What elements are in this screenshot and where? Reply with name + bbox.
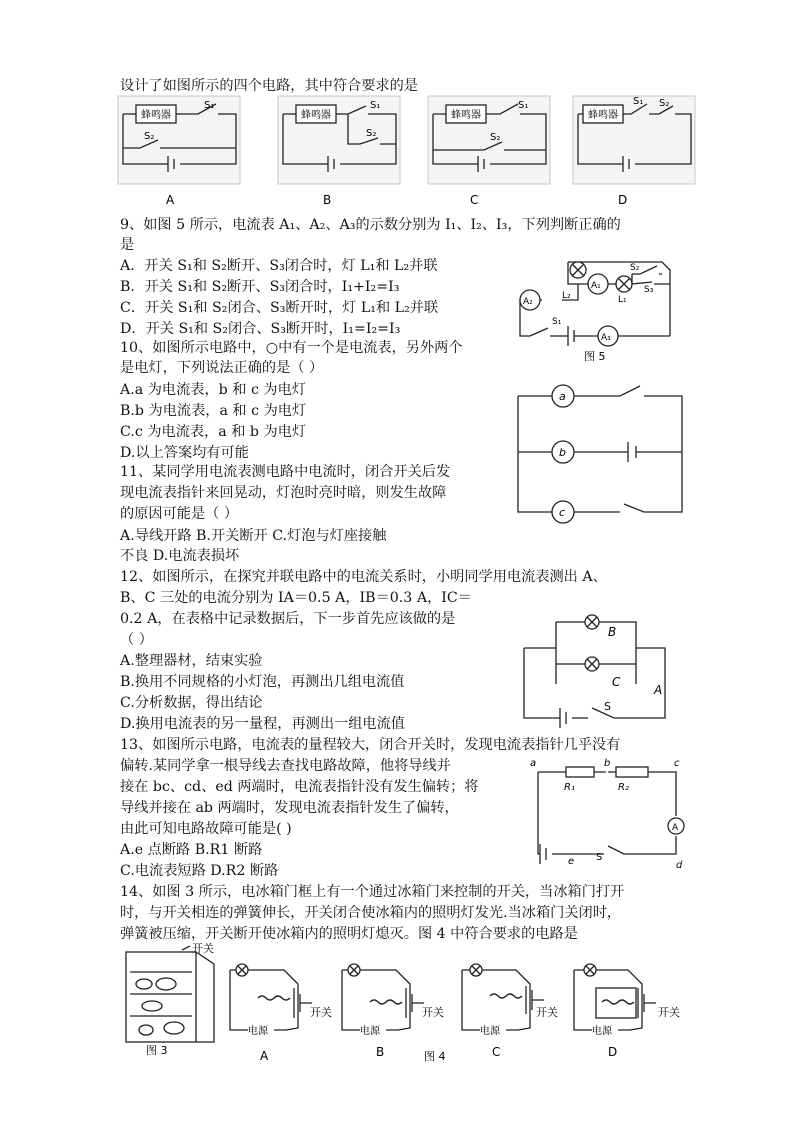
caption-a: A <box>166 193 175 207</box>
question-12-option-d: D.换用电流表的另一量程，再测出一组电流值 <box>120 716 405 732</box>
svg-text:e: e <box>568 856 575 867</box>
fridge-circuit-c <box>462 964 558 1037</box>
question-13-options: A.e 点断路 B.R1 断路 <box>120 842 263 858</box>
svg-text:蜂鸣器: 蜂鸣器 <box>301 110 331 121</box>
question-13-stem: 13、如图所示电路，电流表的量程较大，闭合开关时，发现电流表指针几乎没有 <box>120 737 621 753</box>
svg-text:S₃: S₃ <box>644 285 654 295</box>
question-12-option-c: C.分析数据，得出结论 <box>120 695 263 711</box>
text-line: 设计了如图所示的四个电路，其中符合要求的是 <box>120 78 418 94</box>
svg-text:电源: 电源 <box>592 1026 612 1037</box>
fridge-circuit-a <box>230 964 332 1037</box>
question-9-option-a: A．开关 S₁和 S₂断开、S₃闭合时，灯 L₁和 L₂并联 <box>120 258 438 274</box>
fig4-caption-b: B <box>376 1045 385 1059</box>
svg-text:S₁: S₁ <box>552 317 562 327</box>
svg-text:R₁: R₁ <box>564 782 575 793</box>
fridge-circuit-b <box>342 964 444 1037</box>
svg-text:a: a <box>530 758 537 769</box>
svg-text:A: A <box>672 823 679 833</box>
figure-5-circuit <box>512 248 677 363</box>
svg-text:S₂: S₂ <box>490 132 501 143</box>
fridge-figure <box>122 942 222 1057</box>
caption-b: B <box>323 193 332 207</box>
circuit-c <box>428 96 550 184</box>
question-14-stem: 弹簧被压缩，开关断开使冰箱内的照明灯熄灭。图 4 中符合要求的电路是 <box>120 926 578 942</box>
svg-text:S₁: S₁ <box>370 100 381 111</box>
svg-text:电源: 电源 <box>360 1026 380 1037</box>
svg-text:S₁: S₁ <box>204 100 215 111</box>
svg-text:开关: 开关 <box>536 1006 558 1019</box>
svg-text:A₃: A₃ <box>601 333 611 343</box>
question-10-stem: 10、如图所示电路中，○中有一个是电流表，另外两个 <box>120 340 463 356</box>
circuit-b <box>278 96 400 184</box>
question-11-options: A.导线开路 B.开关断开 C.灯泡与灯座接触 <box>120 528 387 544</box>
question-9-stem: 是 <box>120 237 135 253</box>
question-13-options: C.电流表短路 D.R2 断路 <box>120 863 279 879</box>
svg-text:A₁: A₁ <box>591 281 601 291</box>
question-14-stem: 14、如图 3 所示，电冰箱门框上有一个通过冰箱门来控制的开关，当冰箱门打开 <box>120 884 625 900</box>
caption-c: C <box>470 193 479 207</box>
question-11-options: 不良 D.电流表损坏 <box>120 548 240 564</box>
svg-text:电源: 电源 <box>248 1026 268 1037</box>
svg-text:A₂: A₂ <box>523 297 533 307</box>
svg-text:a: a <box>559 390 566 403</box>
switch-label: 开关 <box>192 942 214 955</box>
svg-text:蜂鸣器: 蜂鸣器 <box>451 110 481 121</box>
svg-text:S: S <box>604 700 611 713</box>
question-12-option-b: B.换用不同规格的小灯泡，再测出几组电流值 <box>120 674 405 690</box>
svg-text:S₂: S₂ <box>659 98 670 109</box>
svg-text:S: S <box>596 852 603 863</box>
question-10-option-c: C.c 为电流表，a 和 b 为电灯 <box>120 424 307 440</box>
svg-text:S₁: S₁ <box>518 100 529 111</box>
svg-text:c: c <box>674 758 680 769</box>
question-10-option-d: D.以上答案均有可能 <box>120 445 249 461</box>
fig4-caption-c: C <box>492 1045 501 1059</box>
question-10-stem: 是电灯，下列说法正确的是（ ） <box>120 360 324 376</box>
question-12-stem: 0.2 A，在表格中记录数据后，下一步首先应该做的是 <box>120 611 456 627</box>
svg-text:S₁: S₁ <box>633 96 644 107</box>
figure-5-label: 图 5 <box>584 350 606 363</box>
circuit-a <box>118 96 240 184</box>
svg-text:电源: 电源 <box>480 1026 500 1037</box>
svg-text:S₂: S₂ <box>144 131 155 142</box>
question-9-stem: 9、如图 5 所示，电流表 A₁、A₂、A₃的示数分别为 I₁、I₂、I₃，下列判断正确的 <box>120 217 621 233</box>
svg-text:蜂鸣器: 蜂鸣器 <box>588 110 618 121</box>
question-11-stem: 现电流表指针来回晃动，灯泡时亮时暗，则发生故障 <box>120 485 447 501</box>
svg-text:蜂鸣器: 蜂鸣器 <box>141 110 171 121</box>
question-12-stem: （ ） <box>120 632 153 648</box>
svg-text:b: b <box>559 446 566 459</box>
question-9-option-d: D．开关 S₁和 S₂闭合、S₃断开时，I₁=I₂=I₃ <box>120 321 401 337</box>
svg-text:A: A <box>654 683 663 697</box>
svg-text:B: B <box>608 625 617 639</box>
question-13-stem: 导线并接在 ab 两端时，发现电流表指针发生了偏转， <box>120 800 459 816</box>
fig4-caption-d: D <box>608 1045 618 1059</box>
svg-text:c: c <box>559 506 566 519</box>
question-13-stem: 接在 bc、cd、ed 两端时，电流表指针没有发生偏转；将 <box>120 779 479 795</box>
buzzer-circuits-figure <box>118 96 698 206</box>
fig4-caption-a: A <box>260 1049 269 1063</box>
question-9-option-b: B．开关 S₁和 S₂断开、S₃闭合时，I₁+I₂=I₃ <box>120 279 400 295</box>
svg-text:开关: 开关 <box>658 1006 680 1019</box>
question-13-stem: 由此可知电路故障可能是( ) <box>120 821 292 837</box>
figure-3-label: 图 3 <box>146 1044 168 1057</box>
question-12-stem: 12、如图所示，在探究并联电路中的电流关系时，小明同学用电流表测出 A、 <box>120 569 607 585</box>
fridge-circuit-d <box>574 964 680 1037</box>
question-13-stem: 偏转.某同学拿一根导线去查找电路故障，他将导线并 <box>120 758 451 774</box>
question-12-circuit <box>520 610 688 722</box>
question-12-option-a: A.整理器材，结束实验 <box>120 653 263 669</box>
question-12-stem: B、C 三处的电流分别为 IA＝0.5 A，IB＝0.3 A，IC＝ <box>120 590 472 606</box>
circuit-d <box>573 96 695 184</box>
svg-text:d: d <box>676 860 683 871</box>
question-11-stem: 的原因可能是（ ） <box>120 506 239 522</box>
svg-text:L₁: L₁ <box>618 295 627 305</box>
caption-d: D <box>618 193 628 207</box>
svg-text:开关: 开关 <box>422 1006 444 1019</box>
question-14-stem: 时，与开关相连的弹簧伸长，开关闭合使冰箱内的照明灯发光.当冰箱门关闭时， <box>120 905 622 921</box>
question-10-circuit <box>512 382 684 522</box>
svg-text:S₂: S₂ <box>630 263 640 273</box>
svg-text:S₂: S₂ <box>366 128 377 139</box>
svg-text:R₂: R₂ <box>618 782 629 793</box>
figure-4-circuits <box>228 958 688 1068</box>
question-10-option-a: A.a 为电流表，b 和 c 为电灯 <box>120 382 306 398</box>
question-9-option-c: C．开关 S₁和 S₂闭合、S₃断开时，灯 L₁和 L₂并联 <box>120 300 439 316</box>
svg-text:C: C <box>612 675 621 689</box>
svg-text:b: b <box>604 758 611 769</box>
svg-text:开关: 开关 <box>310 1006 332 1019</box>
svg-text:L₂: L₂ <box>562 291 571 301</box>
question-13-circuit <box>524 760 686 872</box>
question-11-stem: 11、某同学用电流表测电路中电流时，闭合开关后发 <box>120 464 451 480</box>
figure-4-label: 图 4 <box>424 1050 446 1063</box>
question-10-option-b: B.b 为电流表，a 和 c 为电灯 <box>120 403 307 419</box>
